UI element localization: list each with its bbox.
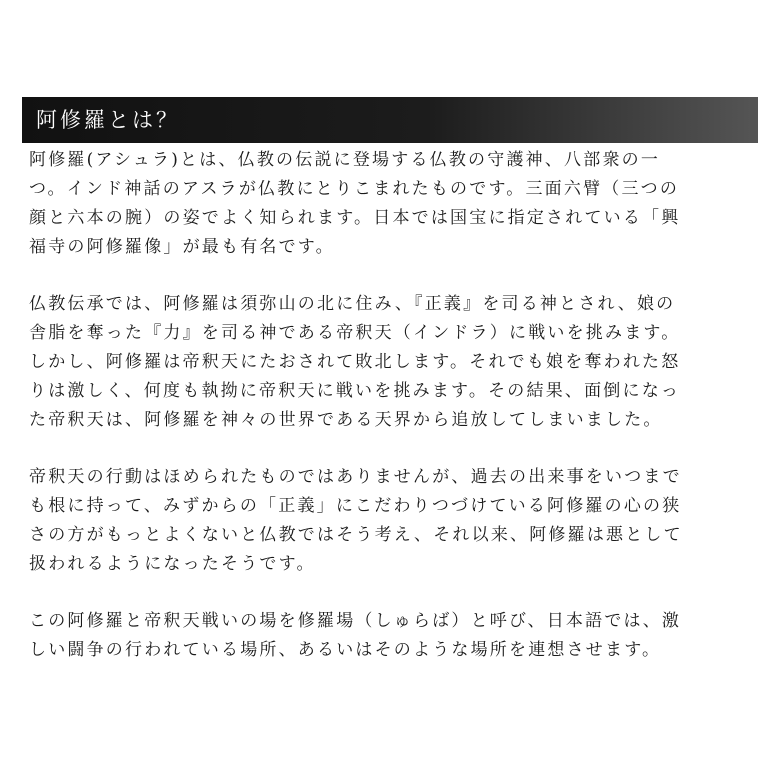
text-line: しい闘争の行われている場所、あるいはそのような場所を連想させます。 xyxy=(29,640,662,660)
text-line: 扱われるようになったそうです。 xyxy=(29,554,316,574)
section-header-bar xyxy=(22,97,758,143)
text-line: も根に持って、みずからの「正義」にこだわりつづけている阿修羅の心の狭 xyxy=(29,496,682,516)
text-line: 舎脂を奪った『力』を司る神である帝釈天（インドラ）に戦いを挑みます。 xyxy=(29,323,681,343)
paragraph-legend xyxy=(29,290,751,435)
section-title: 阿修羅とは？ xyxy=(36,108,180,132)
text-line: た帝釈天は、阿修羅を神々の世界である天界から追放してしまいました。 xyxy=(29,410,663,430)
paragraph-interpretation xyxy=(29,463,751,579)
paragraph-shuraba xyxy=(29,607,751,665)
text-line: さの方がもっとよくないと仏教ではそう考え、それ以来、阿修羅は悪として xyxy=(29,525,683,545)
text-line: 帝釈天の行動はほめられたものではありませんが、過去の出来事をいつまで xyxy=(29,467,682,487)
text-line: つ。インド神話のアスラが仏教にとりこまれたものです。三面六臂（三つの xyxy=(29,179,680,199)
text-line: 仏教伝承では、阿修羅は須弥山の北に住み、『正義』を司る神とされ、娘の xyxy=(29,294,676,314)
text-line: 福寺の阿修羅像」が最も有名です。 xyxy=(29,237,335,257)
text-line: この阿修羅と帝釈天戦いの場を修羅場（しゅらば）と呼び、日本語では、激 xyxy=(29,611,682,631)
text-line: しかし、阿修羅は帝釈天にたおされて敗北します。それでも娘を奪われた怒 xyxy=(29,352,681,372)
text-line: りは激しく、何度も執拗に帝釈天に戦いを挑みます。その結果、面倒になっ xyxy=(29,381,681,401)
text-line: 顔と六本の腕）の姿でよく知られます。日本では国宝に指定されている「興 xyxy=(29,208,681,228)
paragraph-intro xyxy=(29,146,751,262)
text-line: 阿修羅(アシュラ)とは、仏教の伝説に登場する仏教の守護神、八部衆の一 xyxy=(29,150,661,170)
article-body xyxy=(29,146,751,693)
